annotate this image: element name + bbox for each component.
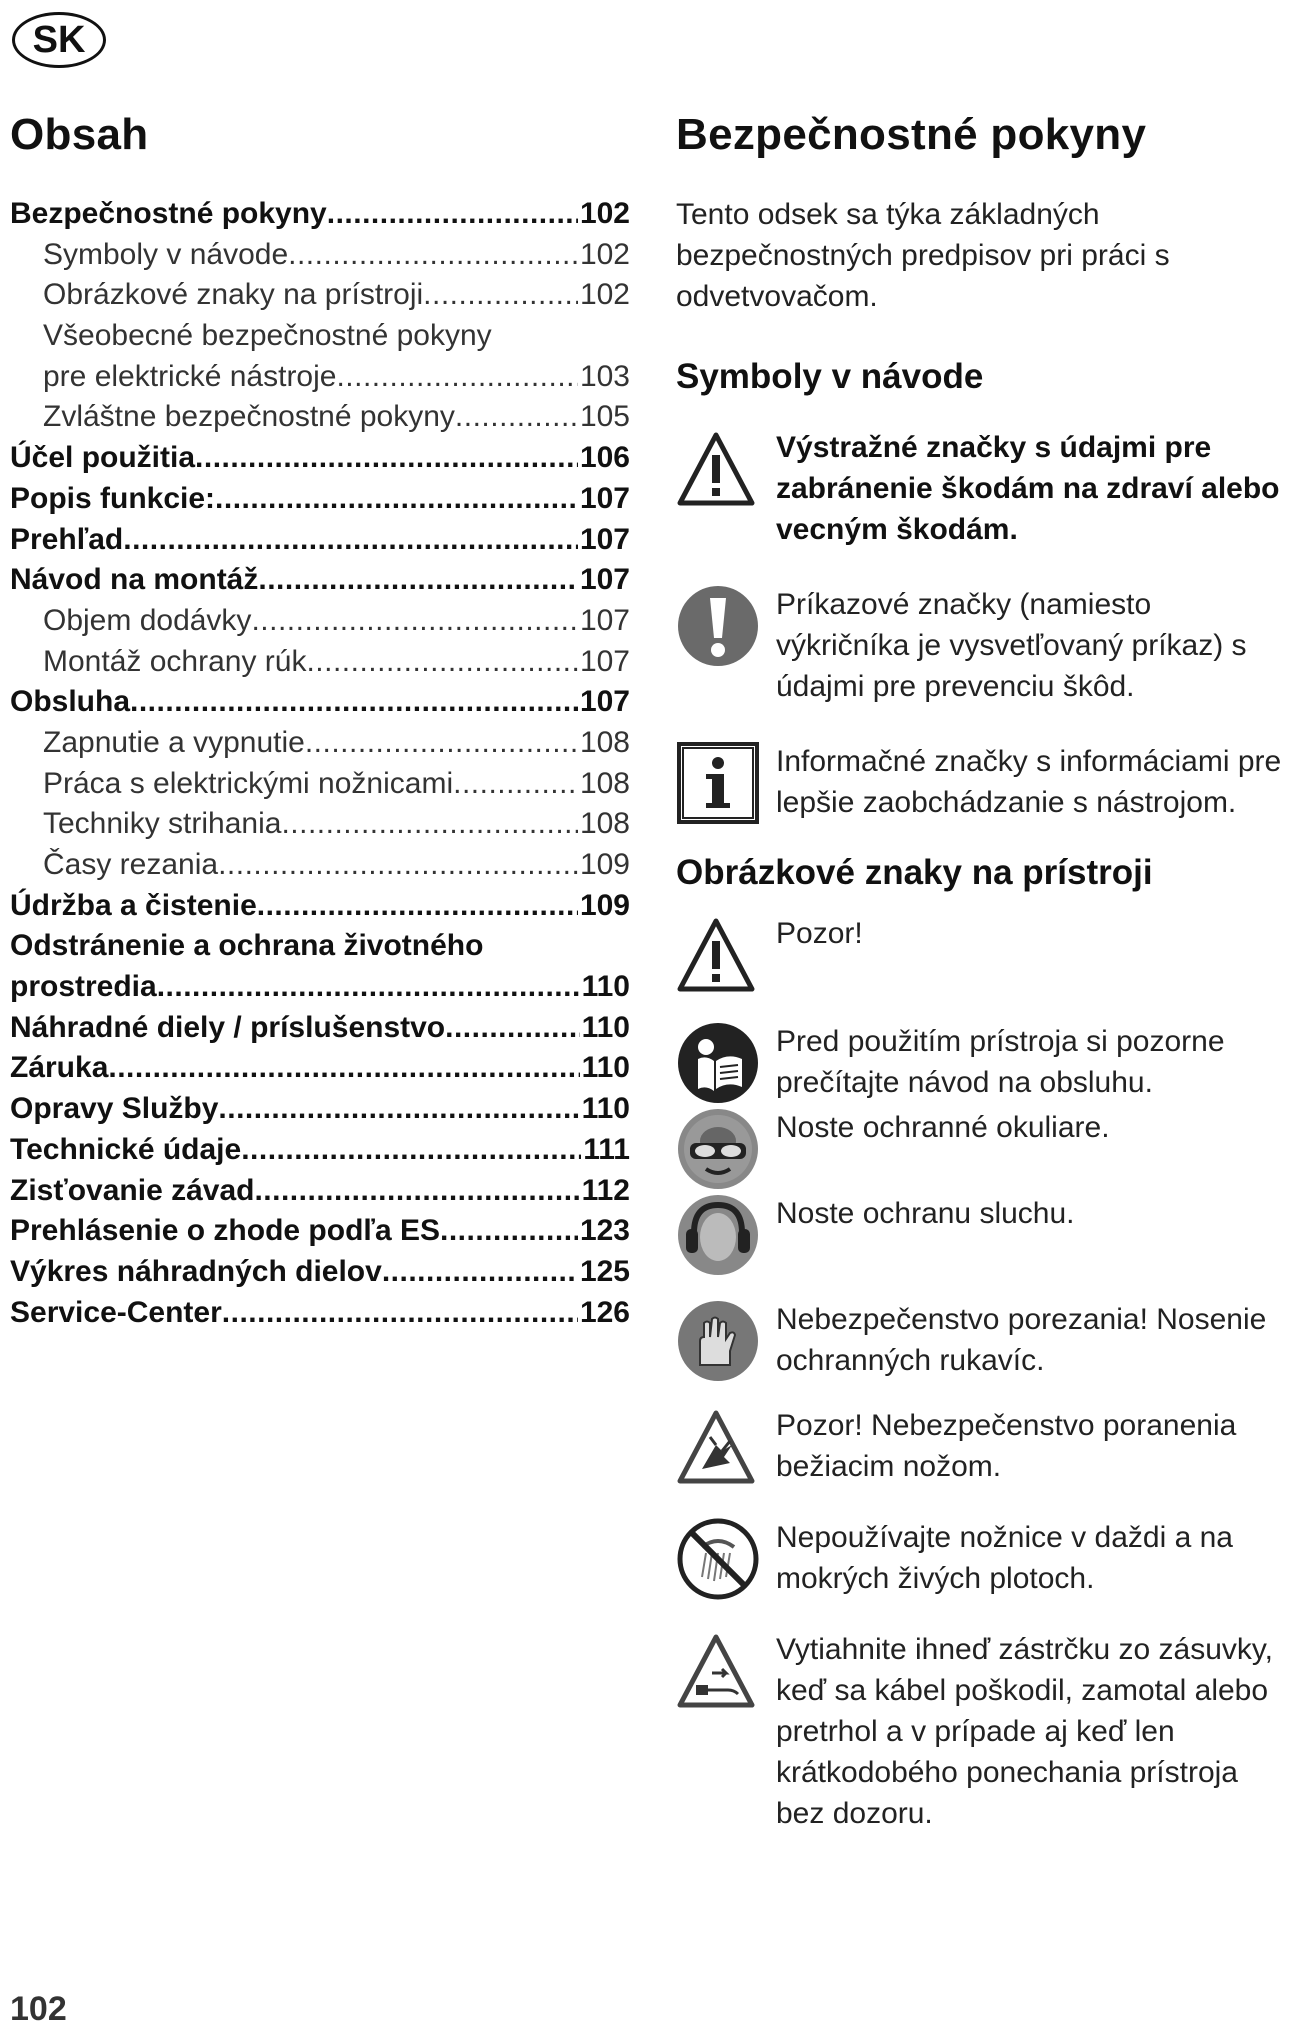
toc-entry: [10, 1048, 630, 1089]
toc-entry: [10, 438, 630, 479]
toc-leader-dots: [251, 601, 578, 642]
toc-entry-title: Obrázkové znaky na prístroji: [43, 278, 424, 312]
toc-entry: [10, 926, 630, 967]
toc-leader-dots: [382, 1252, 578, 1293]
toc-leader-dots: [327, 194, 578, 235]
toc-entry: [10, 682, 630, 723]
toc-entry-page: 107: [579, 522, 630, 556]
toc-entry-page: 108: [579, 807, 630, 841]
toc-entry-page: 107: [579, 685, 630, 719]
toc-entry-title: Technické údaje: [10, 1132, 242, 1166]
toc-leader-dots: [108, 1048, 579, 1089]
ear-protection-icon: [676, 1193, 760, 1277]
symbol-description: Výstražné značky s údajmi pre zabránenie škodám na zdraví alebo vecným škodám.: [776, 431, 1280, 546]
toc-entry: [10, 520, 630, 561]
read-manual-icon: [676, 1021, 760, 1105]
symbol-description: Pred použitím prístroja si pozorne prečítajte návod na obsluhu.: [776, 1025, 1225, 1099]
toc-column: [10, 110, 630, 1333]
toc-entry: [10, 601, 630, 642]
toc-entry-page: 107: [579, 481, 630, 515]
no-rain-icon: [676, 1517, 760, 1601]
toc-leader-dots: [453, 764, 578, 805]
symbol-description: Príkazové značky (namiesto výkričníka je vysvetľovaný príkaz) s údajmi pre prevenciu škôd.: [776, 588, 1247, 703]
toc-entry-page: 102: [579, 278, 630, 312]
toc-entry-page: 108: [579, 725, 630, 759]
safety-title: Bezpečnostné pokyny: [676, 110, 1147, 159]
symbol-row: [676, 1021, 1290, 1105]
symbol-description: Nebezpečenstvo porezania! Nosenie ochranných rukavíc.: [776, 1303, 1267, 1377]
safety-goggles-icon: [676, 1107, 760, 1191]
section-device-symbols-title: Obrázkové znaky na prístroji: [676, 853, 1153, 892]
language-badge: SK: [12, 12, 106, 68]
toc-entry-title: pre elektrické nástroje: [43, 359, 337, 393]
symbol-description: Noste ochranu sluchu.: [776, 1197, 1075, 1230]
toc-entry-page: 109: [579, 848, 630, 881]
toc-leader-dots: [222, 1293, 578, 1334]
toc-entry-title: Objem dodávky: [43, 603, 252, 637]
unplug-icon: [676, 1629, 760, 1713]
table-of-contents: [10, 194, 630, 1333]
toc-entry-title: Odstránenie a ochrana životného: [10, 929, 484, 963]
toc-entry: [10, 235, 630, 276]
toc-leader-dots: [218, 845, 578, 886]
blade-hazard-icon: [676, 1405, 760, 1489]
toc-entry: [10, 642, 630, 683]
toc-entry-page: 125: [579, 1254, 630, 1288]
toc-leader-dots: [258, 560, 578, 601]
toc-entry: [10, 723, 630, 764]
symbol-row: [676, 584, 1290, 707]
toc-leader-dots: [241, 1130, 581, 1171]
warning-triangle-icon: [676, 427, 760, 511]
safety-intro: Tento odsek sa týka základných bezpečnostných predpisov pri práci s odvetvovačom.: [676, 198, 1170, 313]
toc-entry: [10, 357, 630, 398]
symbol-row: [676, 1629, 1290, 1834]
toc-entry-title: Časy rezania: [43, 848, 219, 881]
toc-entry-title: Všeobecné bezpečnostné pokyny: [43, 319, 492, 353]
symbols-list: [676, 427, 1290, 825]
toc-entry-page: 102: [579, 237, 630, 271]
toc-entry-title: Zvláštne bezpečnostné pokyny: [43, 400, 455, 434]
symbol-row: [676, 427, 1290, 550]
toc-leader-dots: [423, 275, 578, 316]
toc-entry-page: 110: [581, 970, 630, 1004]
toc-entry: [10, 397, 630, 438]
symbol-description: Informačné značky s informáciami pre lepšie zaobchádzanie s nástrojom.: [776, 745, 1282, 819]
symbol-description: Nepoužívajte nožnice v daždi a na mokrých živých plotoch.: [776, 1521, 1233, 1595]
toc-entry-page: 108: [579, 766, 630, 800]
toc-leader-dots: [305, 723, 578, 764]
caution-triangle-icon: [676, 913, 760, 997]
toc-leader-dots: [254, 1171, 579, 1212]
device-symbols-list: [676, 913, 1290, 1834]
toc-leader-dots: [440, 1211, 578, 1252]
toc-entry-title: Výkres náhradných dielov: [10, 1254, 382, 1288]
toc-entry-title: Service-Center: [10, 1295, 222, 1329]
toc-entry: [10, 1008, 630, 1049]
toc-entry-page: 110: [581, 1092, 630, 1126]
toc-entry-title: Obsluha: [10, 685, 131, 719]
symbol-description: Pozor!: [776, 917, 863, 950]
toc-leader-dots: [218, 1089, 579, 1130]
toc-title: Obsah: [10, 110, 149, 159]
toc-leader-dots: [455, 397, 578, 438]
toc-leader-dots: [215, 479, 578, 520]
page-number: 102: [10, 1990, 67, 2028]
toc-leader-dots: [257, 886, 578, 927]
toc-entry-title: Účel použitia: [10, 441, 196, 475]
toc-entry-page: 103: [579, 359, 630, 393]
toc-entry-page: 123: [579, 1214, 630, 1248]
toc-entry-title: Práca s elektrickými nožnicami: [43, 766, 454, 800]
toc-entry: [10, 1130, 630, 1171]
toc-entry-title: Náhradné diely / príslušenstvo: [10, 1010, 446, 1044]
safety-column: [676, 110, 1290, 1834]
toc-leader-dots: [445, 1008, 579, 1049]
toc-leader-dots: [306, 642, 577, 683]
toc-entry: [10, 1171, 630, 1212]
toc-leader-dots: [288, 235, 578, 276]
toc-entry: [10, 845, 630, 886]
section-symbols-title: Symboly v návode: [676, 357, 984, 396]
symbol-description: Noste ochranné okuliare.: [776, 1111, 1110, 1144]
toc-entry-page: 105: [579, 400, 630, 434]
symbol-row: [676, 1405, 1290, 1489]
toc-entry-title: Bezpečnostné pokyny: [10, 197, 327, 230]
toc-leader-dots: [157, 967, 580, 1008]
mandatory-exclamation-icon: [676, 584, 760, 668]
symbol-row: [676, 1193, 1290, 1277]
toc-entry-page: 107: [579, 563, 630, 597]
symbol-description: Vytiahnite ihneď zástrčku zo zásuvky, keď sa kábel poškodil, zamotal alebo pretrhol a v prípade aj keď len krátkodobého ponechania prístroja bez dozoru.: [776, 1633, 1273, 1830]
toc-entry-title: Údržba a čistenie: [10, 888, 257, 922]
symbol-row: [676, 1107, 1290, 1191]
toc-entry: [10, 967, 630, 1008]
toc-entry-title: Opravy Služby: [10, 1092, 219, 1126]
toc-leader-dots: [123, 520, 578, 561]
symbol-description: Pozor! Nebezpečenstvo poranenia bežiacim nožom.: [776, 1409, 1237, 1483]
symbol-row: [676, 1517, 1290, 1601]
toc-entry-page: 126: [579, 1295, 630, 1329]
toc-entry-page: 110: [581, 1051, 630, 1085]
toc-entry: [10, 764, 630, 805]
toc-entry-title: Zisťovanie závad: [10, 1173, 255, 1207]
toc-entry-page: 109: [579, 888, 630, 922]
toc-entry: [10, 1252, 630, 1293]
toc-entry-title: Popis funkcie:: [10, 481, 216, 515]
symbol-row: [676, 1299, 1290, 1383]
toc-entry: [10, 275, 630, 316]
toc-entry-page: 111: [583, 1132, 630, 1166]
toc-entry-title: prostredia: [10, 970, 157, 1004]
toc-entry-page: 106: [579, 441, 630, 475]
symbol-row: [676, 741, 1290, 825]
toc-entry-title: Techniky strihania: [43, 807, 282, 841]
toc-entry: [10, 1293, 630, 1334]
toc-entry-title: Prehľad: [10, 522, 124, 556]
toc-entry-title: Zapnutie a vypnutie: [43, 725, 305, 759]
toc-leader-dots: [195, 438, 578, 479]
toc-leader-dots: [130, 682, 578, 723]
toc-leader-dots: [336, 357, 577, 398]
toc-entry-page: 107: [579, 644, 630, 678]
info-icon: [676, 741, 760, 825]
toc-entry: [10, 886, 630, 927]
toc-entry-title: Symboly v návode: [43, 237, 289, 271]
symbol-row: [676, 913, 1290, 997]
toc-entry-title: Prehlásenie o zhode podľa ES: [10, 1214, 440, 1248]
toc-entry-title: Návod na montáž: [10, 563, 259, 597]
toc-entry-page: 110: [581, 1010, 630, 1044]
toc-entry: [10, 194, 630, 235]
toc-entry: [10, 804, 630, 845]
toc-entry: [10, 479, 630, 520]
toc-entry: [10, 1089, 630, 1130]
toc-entry-page: 107: [579, 603, 630, 637]
gloves-icon: [676, 1299, 760, 1383]
toc-entry-title: Záruka: [10, 1051, 109, 1085]
toc-entry: [10, 560, 630, 601]
toc-entry-page: 102: [579, 197, 630, 230]
toc-entry: [10, 1211, 630, 1252]
toc-entry-title: Montáž ochrany rúk: [43, 644, 307, 678]
toc-leader-dots: [281, 804, 577, 845]
toc-entry-page: 112: [581, 1173, 630, 1207]
toc-entry: [10, 316, 630, 357]
